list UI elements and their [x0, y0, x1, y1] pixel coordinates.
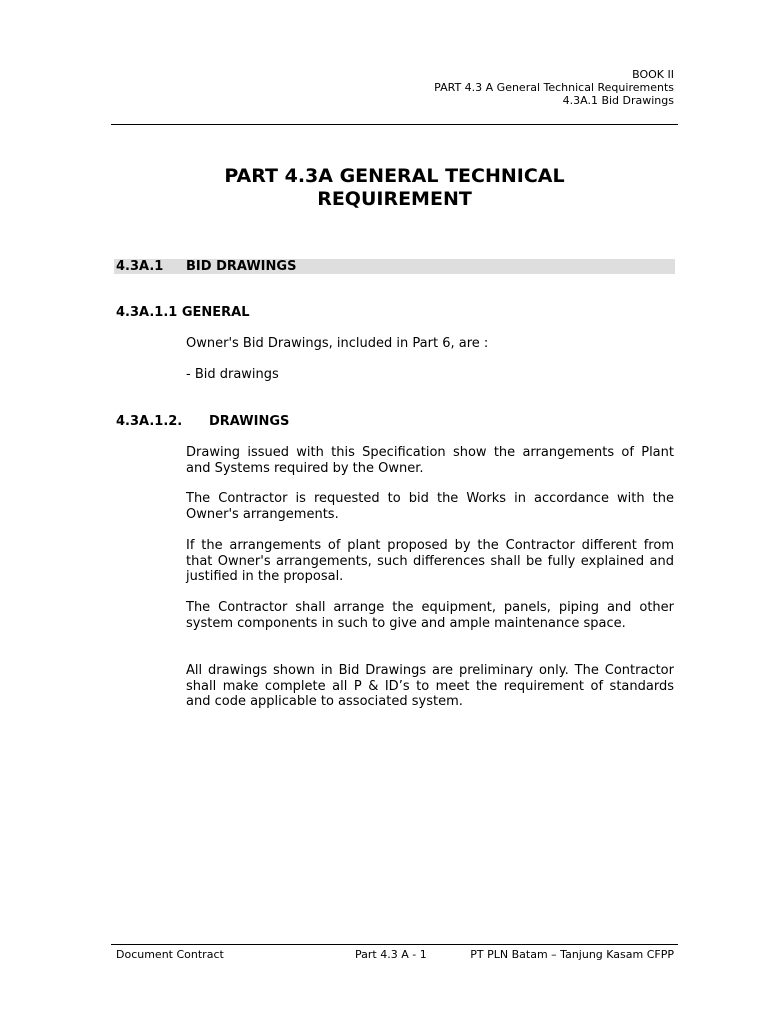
drawings-paragraph-4: The Contractor shall arrange the equipment, panels, piping and other system components in such to give and ample maintenance space. [186, 600, 674, 631]
title-line-1: PART 4.3A GENERAL TECHNICAL [224, 165, 565, 187]
drawings-paragraph-2: The Contractor is requested to bid the Works in accordance with the Owner's arrangements. [186, 491, 674, 522]
subsection-drawings-title: DRAWINGS [209, 414, 290, 429]
footer-rule [111, 944, 678, 945]
footer-left: Document Contract [116, 948, 224, 961]
general-paragraph: Owner's Bid Drawings, included in Part 6, are : [186, 336, 489, 351]
header-part: PART 4.3 A General Technical Requirements [434, 81, 674, 94]
running-header [414, 68, 674, 107]
header-book: BOOK II [632, 68, 674, 81]
section-heading-bar [114, 259, 675, 274]
page-title [111, 165, 678, 211]
section-title: BID DRAWINGS [186, 259, 297, 274]
title-line-2: REQUIREMENT [317, 188, 472, 210]
general-list-item: - Bid drawings [186, 367, 279, 382]
drawings-paragraph-5: All drawings shown in Bid Drawings are preliminary only. The Contractor shall make complete all P & ID’s to meet the requirement of standards and code applicable to associated system. [186, 663, 674, 710]
footer-right: PT PLN Batam – Tanjung Kasam CFPP [470, 948, 674, 961]
drawings-paragraph-1: Drawing issued with this Specification show the arrangements of Plant and Systems required by the Owner. [186, 445, 674, 476]
section-number: 4.3A.1 [116, 259, 164, 274]
header-section: 4.3A.1 Bid Drawings [562, 94, 674, 107]
header-rule [111, 124, 678, 125]
footer-page-number: Part 4.3 A - 1 [355, 948, 427, 961]
subsection-general-heading: 4.3A.1.1 GENERAL [116, 305, 250, 320]
subsection-drawings-number: 4.3A.1.2. [116, 414, 183, 429]
drawings-paragraph-3: If the arrangements of plant proposed by the Contractor different from that Owner's arrangements, such differences shall be fully explained and justified in the proposal. [186, 538, 674, 585]
